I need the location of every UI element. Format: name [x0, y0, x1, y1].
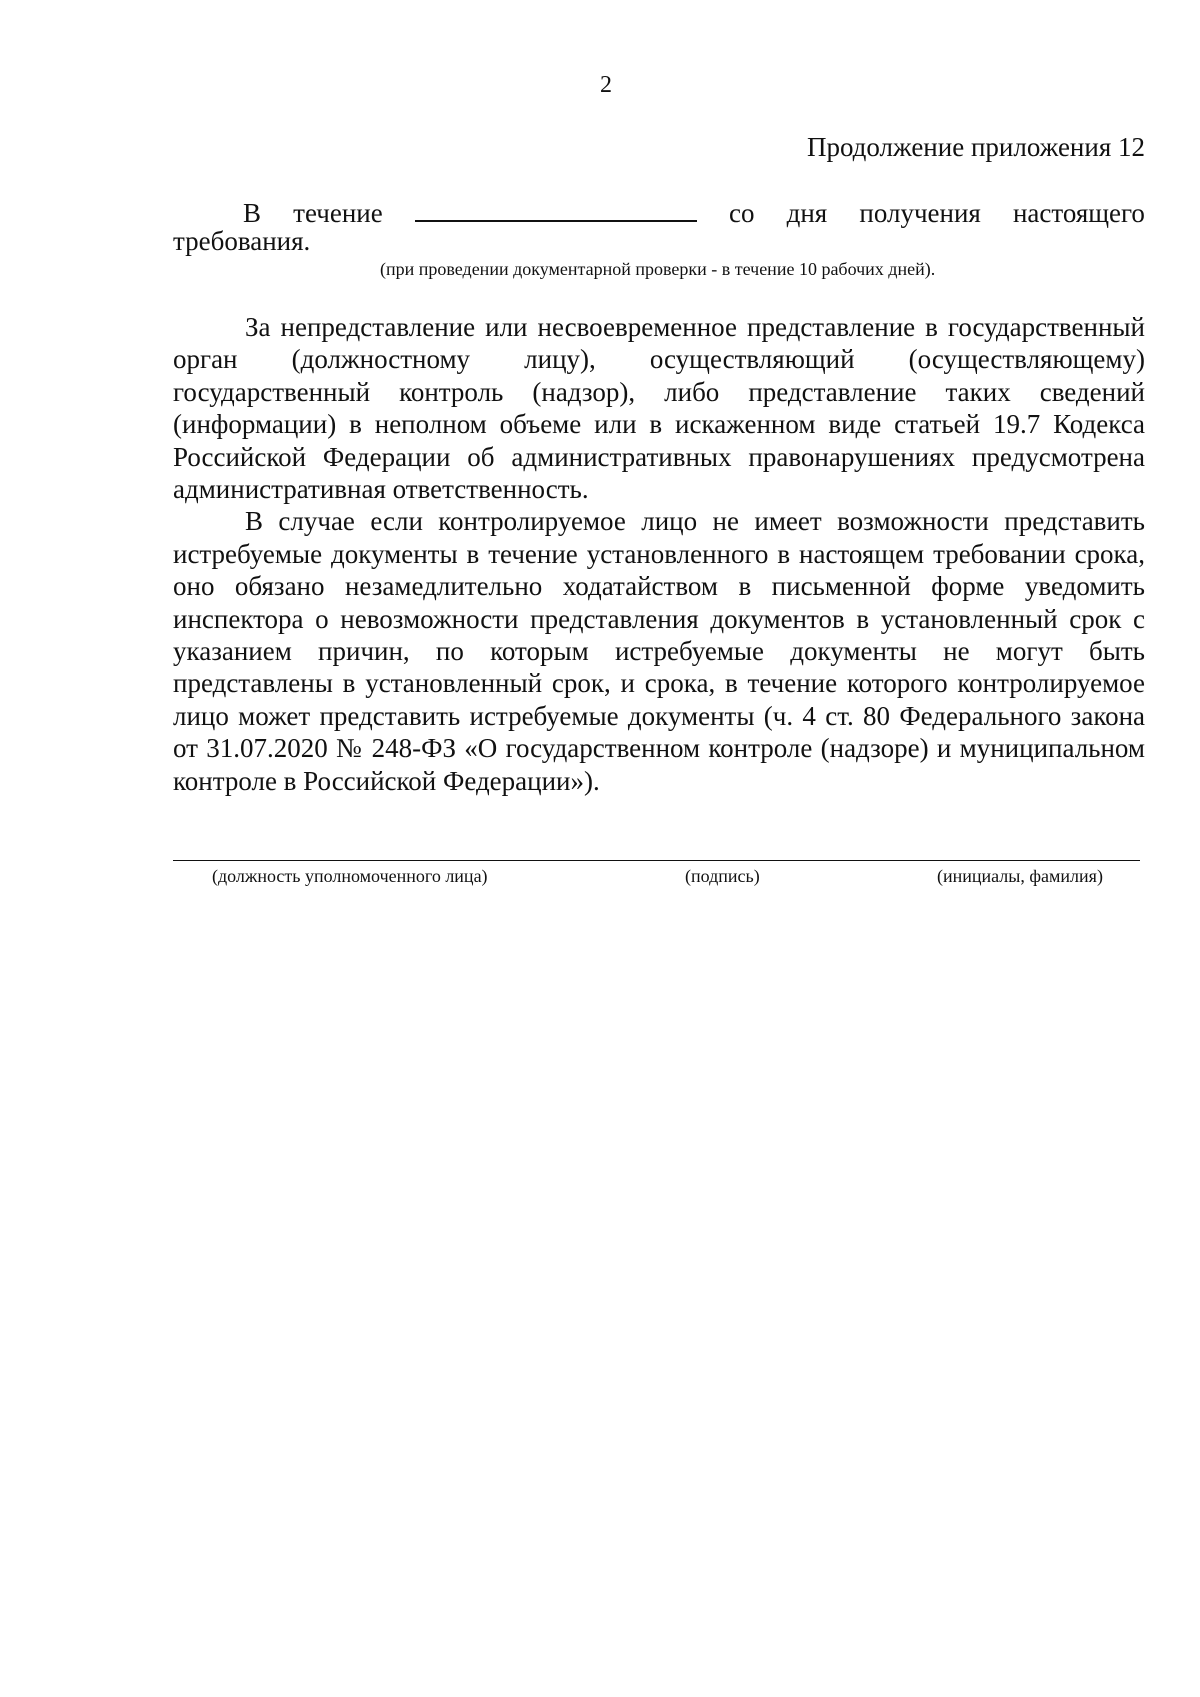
- name-caption: (инициалы, фамилия): [937, 866, 1103, 886]
- deadline-word: течение: [293, 198, 383, 228]
- body-text: [173, 311, 1145, 797]
- deadline-word: получения: [859, 198, 981, 228]
- signature-line: [173, 860, 1140, 861]
- deadline-word: настоящего: [1012, 198, 1145, 228]
- signature-caption: (подпись): [685, 866, 760, 886]
- deadline-word: В: [243, 198, 262, 228]
- appendix-heading: Продолжение приложения 12: [806, 132, 1145, 162]
- position-caption: (должность уполномоченного лица): [212, 866, 488, 886]
- deadline-word: со: [729, 198, 755, 228]
- deadline-note: (при проведении документарной проверки - в течение 10 рабочих дней).: [380, 259, 936, 279]
- deadline-line-end: требования.: [173, 226, 311, 256]
- page-number: 2: [600, 72, 612, 98]
- deadline-word: дня: [786, 198, 828, 228]
- paragraph-liability: За непредставление или несвоевременное представление в государственный орган (должностному лицу), осуществляющий (осуществляющему) государственный контроль (надзор), либо представление таких сведений (информации) в неполном объеме или в искаженном виде статьей 19.7 Кодекса Российской Федерации об административных правонарушениях предусмотрена административная ответственность.: [173, 312, 1145, 505]
- deadline-blank-field: [415, 192, 697, 222]
- deadline-line: [173, 192, 1145, 229]
- paragraph-delay-procedure: В случае если контролируемое лицо не имеет возможности представить истребуемые документы в течение установленного в настоящем требовании срока, оно обязано незамедлительно ходатайством в письменной форме уведомить инспектора о невозможности представления документов в установленный срок с указанием причин, по которым истребуемые документы не могут быть представлены в установленный срок, и срока, в течение которого контролируемое лицо может представить истребуемые документы (ч. 4 ст. 80 Федерального закона от 31.07.2020 № 248-ФЗ «О государственном контроле (надзоре) и муниципальном контроле в Российской Федерации»).: [173, 506, 1145, 796]
